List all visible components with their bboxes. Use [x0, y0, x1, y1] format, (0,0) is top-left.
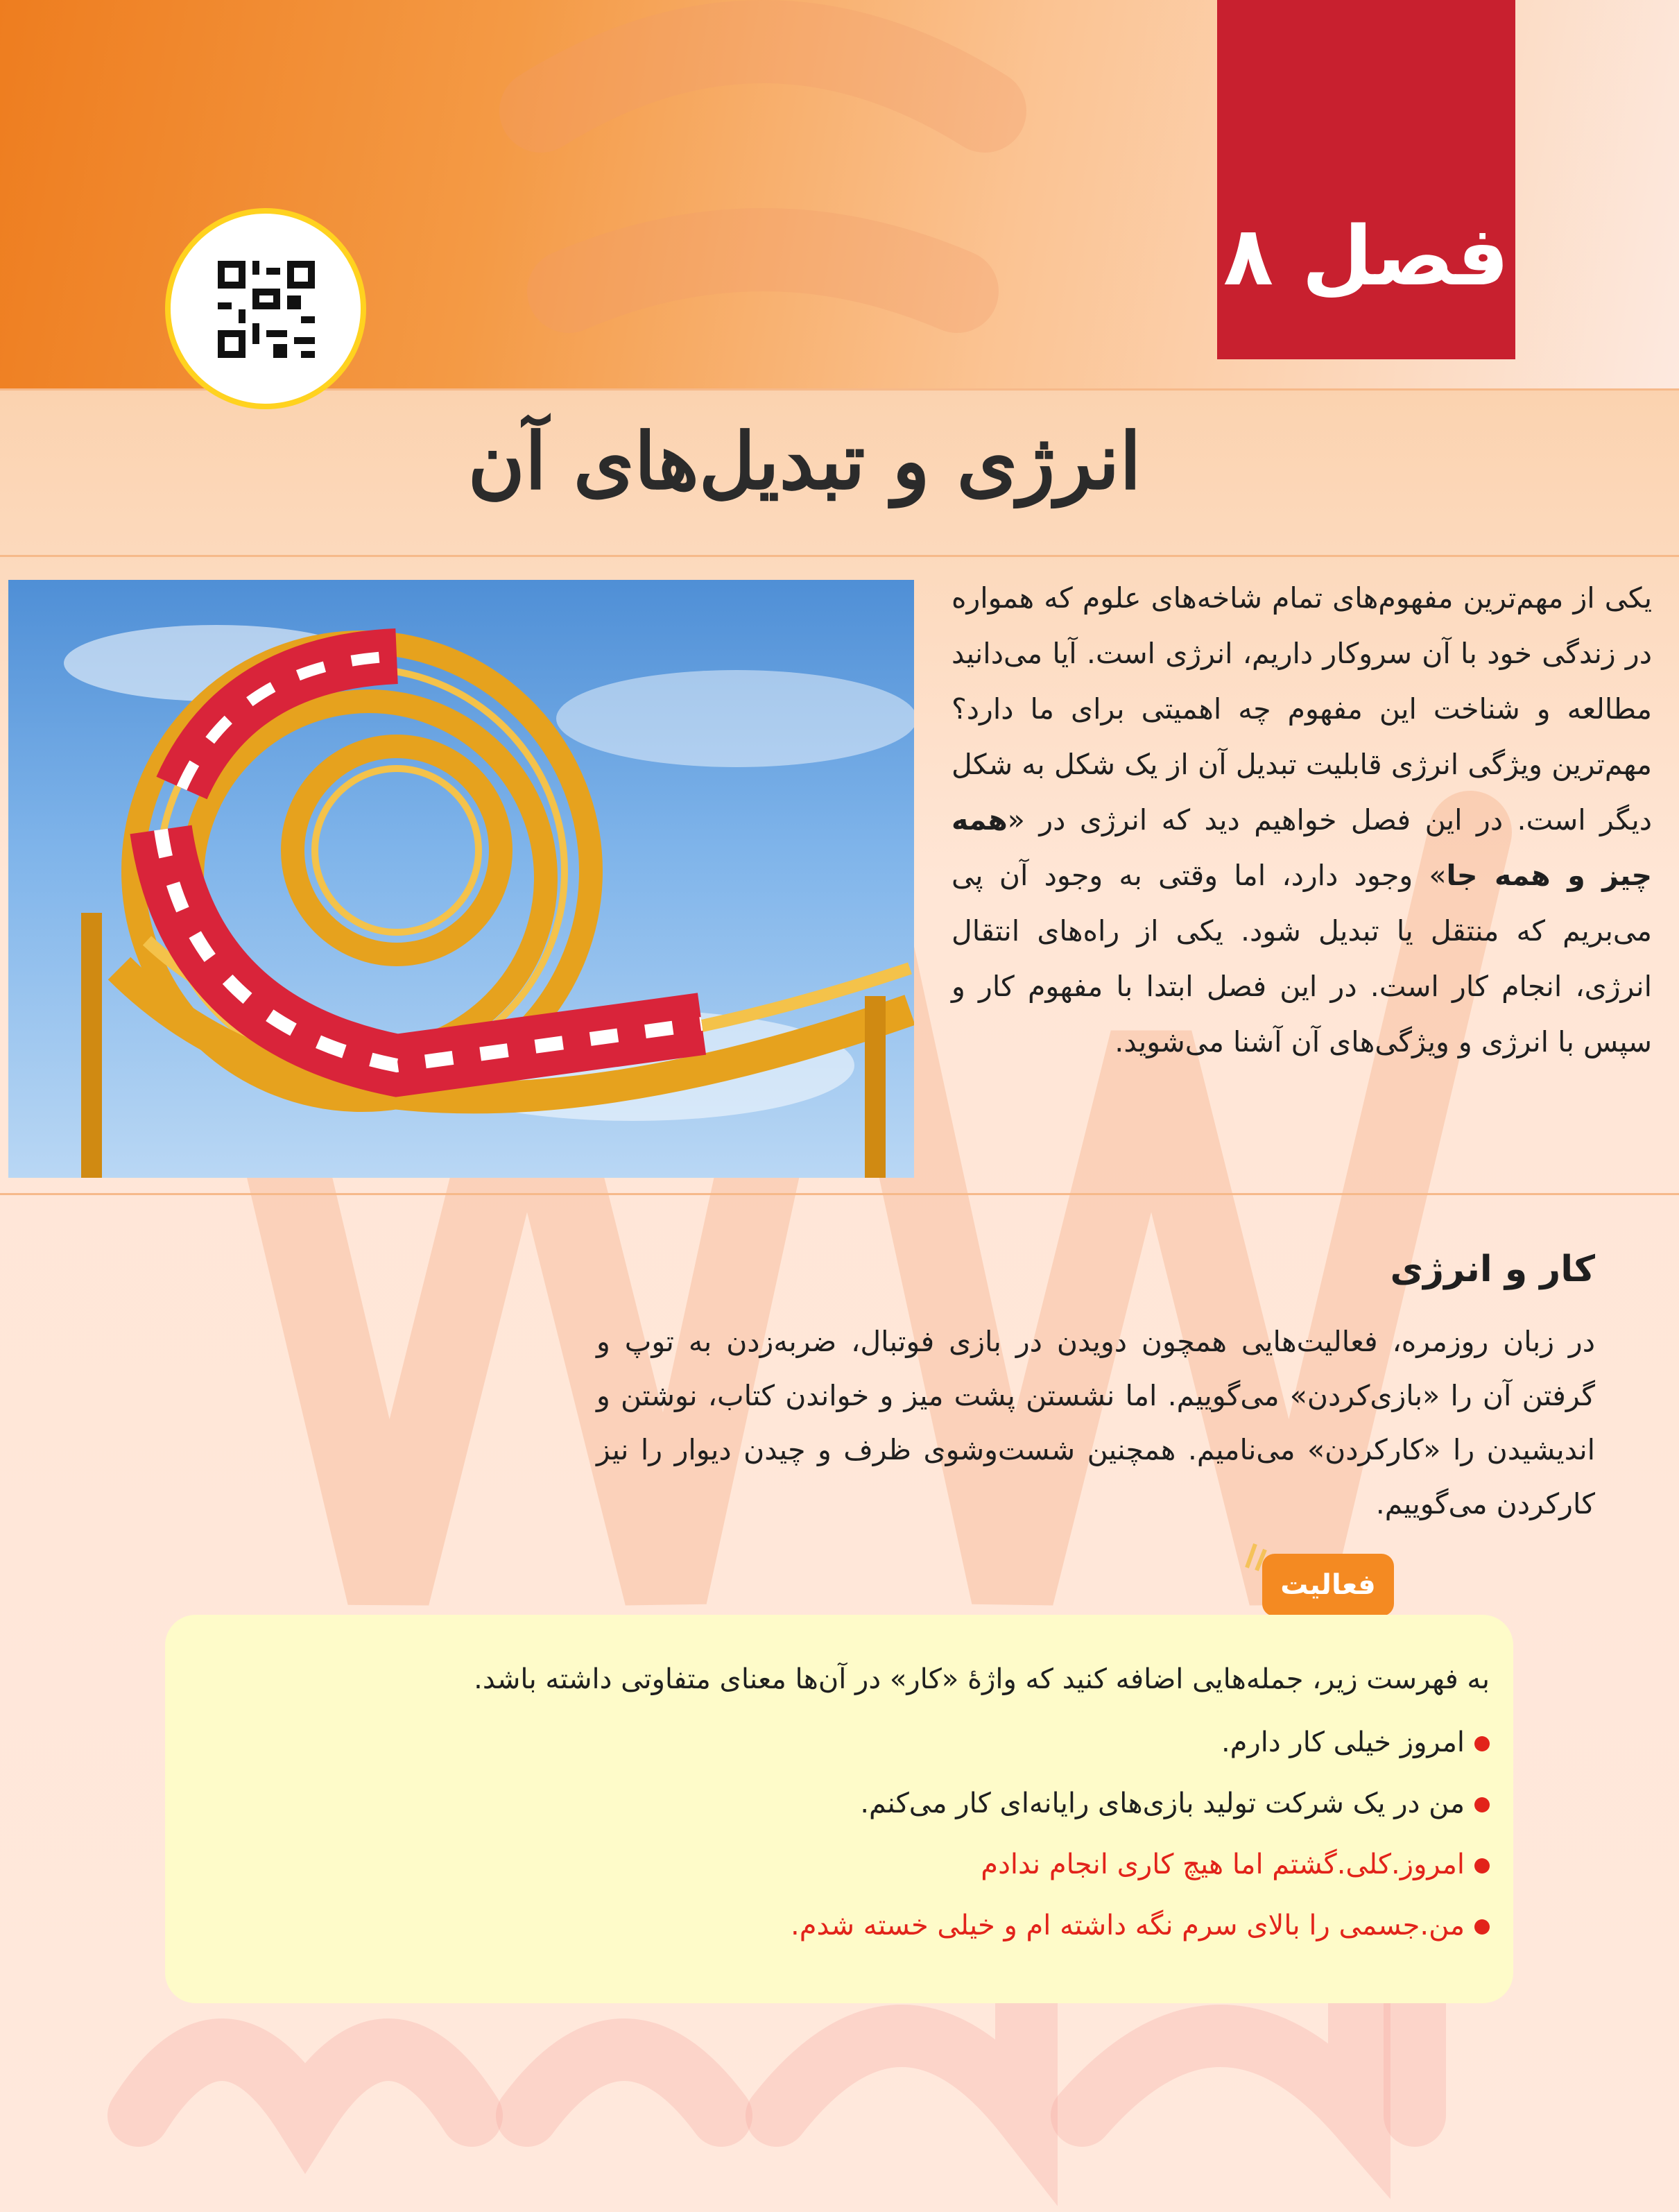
section-body: در زبان روزمره، فعالیت‌هایی همچون دویدن در بازی فوتبال، ضربه‌زدن به توپ و گرفتن آن را «بازی‌کردن» می‌گوییم. اما نشستن پشت میز و خواندن کتاب، نوشتن و اندیشیدن را «کارکردن» می‌نامیم. همچنین شست‌وشوی ظرف و چیدن دیوار را نیز کارکردن می‌گوییم.	[596, 1325, 1595, 1520]
chapter-label: فصل ۸	[1223, 208, 1509, 304]
activity-answer-item: امروز.کلی.گشتم اما هیچ کاری انجام ندادم	[207, 1834, 1490, 1895]
roller-coaster-illustration	[8, 580, 914, 1178]
bullet-icon	[1474, 1919, 1490, 1935]
sparkle-icon	[1241, 1540, 1269, 1575]
section-heading: کار و انرژی	[1390, 1249, 1595, 1290]
intro-paragraph	[952, 570, 1652, 1070]
title-divider	[0, 555, 1679, 557]
chapter-title: انرژی و تبدیل‌های آن	[467, 416, 1142, 507]
intro-bold-phrase: همه چیز و همه جا	[952, 803, 1653, 892]
photo-divider	[0, 1193, 1679, 1195]
activity-item: امروز خیلی کار دارم.	[207, 1712, 1490, 1773]
qr-code-icon	[218, 261, 315, 358]
activity-box	[165, 1615, 1513, 2003]
intro-text-end: » وجود دارد، اما وقتی به وجود آن پی می‌بریم که منتقل یا تبدیل شود. یکی از راه‌های انتقال انرژی، انجام کار است. در این فصل ابتدا با مفهوم کار و سپس با انرژی و ویژگی‌های آن آشنا می‌شوید.	[952, 859, 1652, 1058]
bullet-icon	[1474, 1858, 1490, 1874]
bullet-icon	[1474, 1736, 1490, 1751]
chapter-box	[1217, 0, 1515, 359]
intro-text-start: یکی از مهم‌ترین مفهوم‌های تمام شاخه‌های علوم که همواره در زندگی خود با آن سروکار داریم، انرژی است. آیا می‌دانید مطالعه و شناخت این مفهوم چه اهمیتی برای ما دارد؟ مهم‌ترین ویژگی انرژی قابلیت تبدیل آن از یک شکل به شکل دیگر است. در این فصل خواهیم دید که انرژی در «	[952, 581, 1652, 837]
bullet-icon	[1474, 1797, 1490, 1812]
activity-answer-item: من.جسمی را بالای سرم نگه داشته ام و خیلی خسته شدم.	[207, 1895, 1490, 1956]
activity-tag: فعالیت	[1262, 1554, 1394, 1616]
activity-instruction: به فهرست زیر، جمله‌هایی اضافه کنید که واژهٔ «کار» در آن‌ها معنای متفاوتی داشته باشد.	[474, 1663, 1490, 1695]
activity-item: من در یک شرکت تولید بازی‌های رایانه‌ای کار می‌کنم.	[207, 1773, 1490, 1834]
qr-code-badge[interactable]	[165, 208, 366, 409]
activity-list	[207, 1712, 1490, 1956]
roller-coaster-photo	[8, 580, 914, 1178]
